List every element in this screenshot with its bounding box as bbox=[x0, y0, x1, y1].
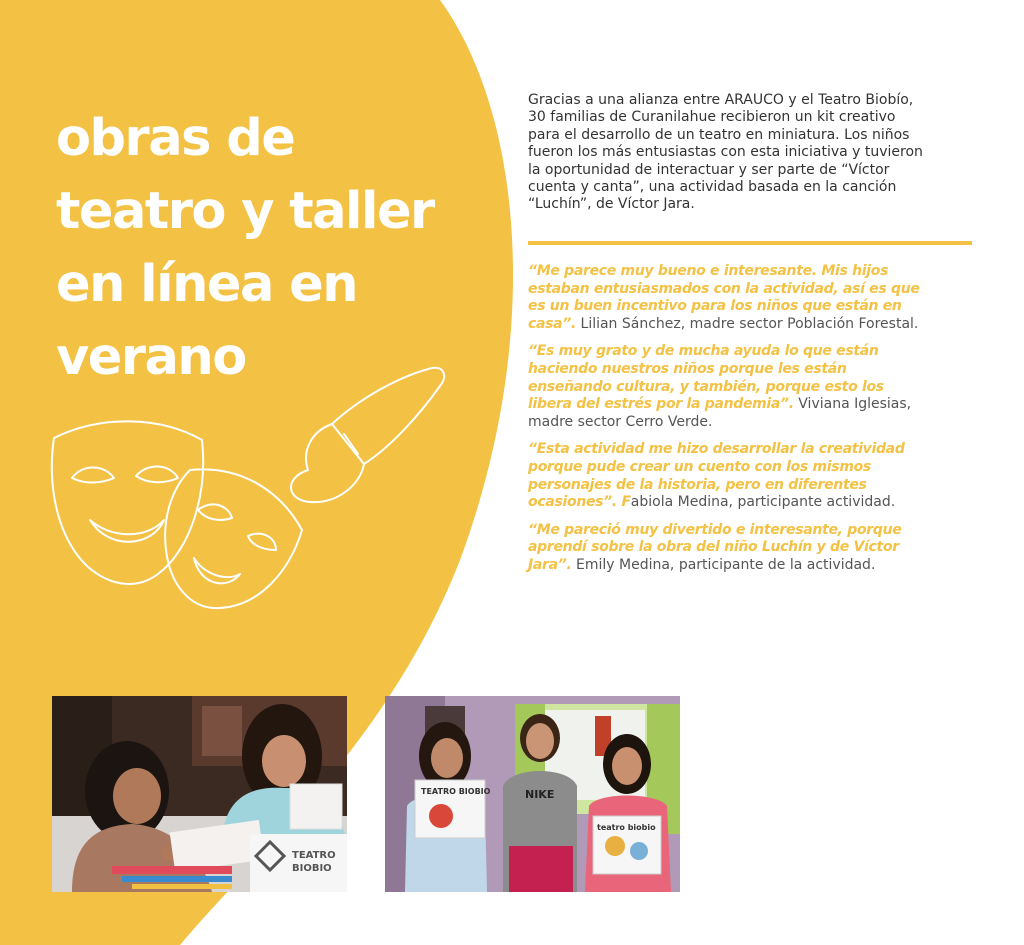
quote-line: estaban entusiasmados con la actividad, así es que bbox=[528, 280, 920, 297]
intro-line: Gracias a una alianza entre ARAUCO y el Teatro Biobío, bbox=[528, 92, 914, 108]
quote-line: aprendí sobre la obra del niño Luchín y de Víctor bbox=[528, 539, 899, 556]
quote-line: “Me pareció muy divertido e interesante, porque bbox=[528, 521, 902, 538]
theater-masks-illustration bbox=[40, 360, 460, 620]
title-line: en línea en bbox=[56, 255, 358, 314]
title-line: obras de bbox=[56, 109, 295, 168]
quote-line: porque pude crear un cuento con los mismos bbox=[528, 458, 871, 475]
title-line: verano bbox=[56, 328, 246, 387]
quote-line: casa”. bbox=[528, 315, 577, 332]
intro-line: cuenta y canta”, una actividad basada en la canción bbox=[528, 179, 897, 196]
intro-line: fueron los más entusiastas con esta iniciativa y tuvieron bbox=[528, 144, 923, 161]
quote-line: enseñando cultura, y también, porque esto los bbox=[528, 378, 884, 395]
shirt-text: NIKE bbox=[525, 788, 555, 801]
attribution: abiola Medina, participante actividad. bbox=[630, 494, 896, 511]
quote-line: personajes de la historia, pero en diferentes bbox=[528, 476, 867, 493]
quote-line: “Esta actividad me hizo desarrollar la creatividad bbox=[528, 441, 905, 458]
title-line: teatro y taller bbox=[56, 182, 434, 241]
attribution: Viviana Iglesias, bbox=[793, 396, 912, 413]
intro-paragraph bbox=[528, 92, 974, 214]
logo-text: BIOBIO bbox=[292, 863, 332, 874]
testimonial bbox=[528, 441, 974, 511]
paintbrush-icon bbox=[291, 368, 444, 502]
testimonial bbox=[528, 522, 974, 575]
intro-line: 30 familias de Curanilahue recibieron un kit creativo bbox=[528, 109, 896, 126]
intro-line: la oportunidad de interactuar y ser parte de “Víctor bbox=[528, 161, 890, 178]
theater-masks-icon bbox=[52, 421, 302, 608]
quote-line: haciendo nuestros niños porque les están bbox=[528, 360, 847, 377]
quote-line: “Es muy grato y de mucha ayuda lo que están bbox=[528, 343, 879, 360]
sign-text: teatro biobio bbox=[597, 823, 656, 832]
quote-line: ocasiones”. F bbox=[528, 494, 631, 511]
intro-line: para el desarrollo de un teatro en miniatura. Los niños bbox=[528, 126, 910, 143]
attribution: Emily Medina, participante de la actividad. bbox=[571, 556, 876, 573]
attribution: madre sector Cerro Verde. bbox=[528, 413, 713, 430]
quote-line: es un buen incentivo para los niños que están en bbox=[528, 298, 902, 315]
page-title bbox=[56, 102, 496, 394]
quote-line: libera del estrés por la pandemia”. bbox=[528, 396, 794, 413]
divider-rule bbox=[528, 241, 972, 245]
testimonial bbox=[528, 343, 974, 431]
testimonial bbox=[528, 263, 974, 333]
quote-line: “Me parece muy bueno e interesante. Mis hijos bbox=[528, 263, 889, 279]
attribution: Lilian Sánchez, madre sector Población Forestal. bbox=[576, 315, 919, 332]
quote-line: Jara”. bbox=[528, 556, 572, 573]
photo-family-holding-drawings bbox=[385, 696, 680, 892]
testimonials bbox=[528, 263, 974, 585]
logo-text: TEATRO bbox=[292, 850, 336, 861]
sign-text: TEATRO BIOBIO bbox=[421, 787, 491, 796]
photo-girls-drawing bbox=[52, 696, 347, 892]
intro-line: “Luchín”, de Víctor Jara. bbox=[528, 196, 695, 213]
